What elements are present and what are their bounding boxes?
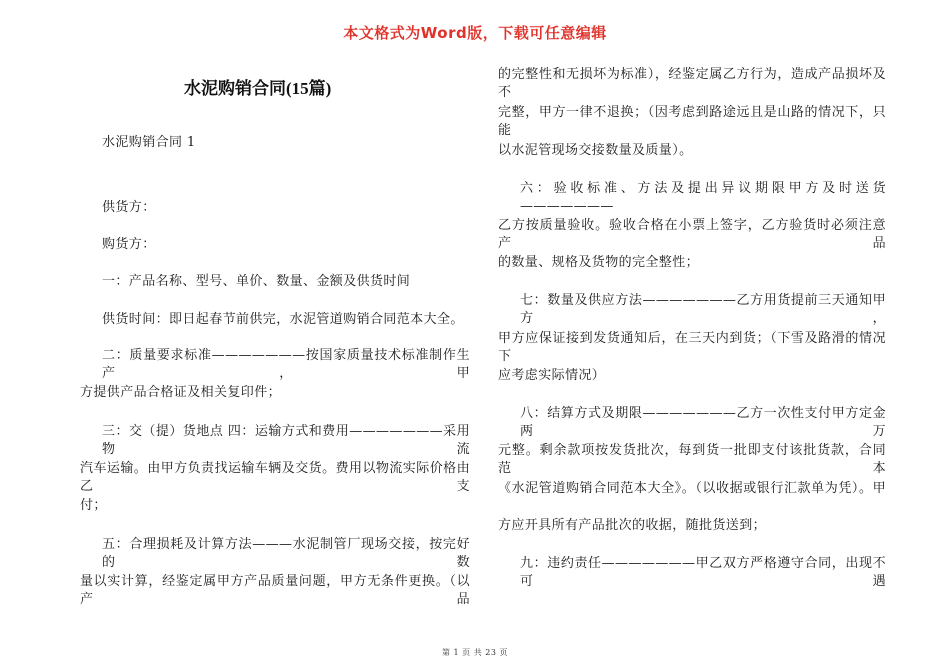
paragraph-line: 的数量、规格及货物的完全整性； (498, 255, 700, 270)
paragraph-line: 八：结算方式及期限———————乙方一次性支付甲方定金两万 (520, 406, 886, 439)
paragraph-line: 一：产品名称、型号、单价、数量、金额及供货时间 (102, 274, 411, 289)
paragraph-line: 乙方按质量验收。验收合格在小票上签字，乙方验货时必须注意产品 (498, 218, 886, 251)
paragraph-line: 九：违约责任———————甲乙双方严格遵守合同，出现不可遇 (520, 556, 886, 589)
download-banner: 本文格式为Word版，下载可任意编辑 (343, 24, 607, 42)
paragraph-line: 量以实计算，经鉴定属甲方产品质量问题，甲方无条件更换。（以产品 (80, 574, 470, 607)
paragraph-line: 以水泥管现场交接数量及质量）。 (498, 143, 693, 158)
paragraph-line: 的完整性和无损坏为标准），经鉴定属乙方行为，造成产品损坏及不 (498, 67, 886, 100)
paragraph-line: 方提供产品合格证及相关复印件； (80, 385, 282, 400)
paragraph-line: 应考虑实际情况） (498, 368, 606, 383)
paragraph-line: 七：数量及供应方法———————乙方用货提前三天通知甲方， (520, 293, 886, 326)
paragraph-line: 五：合理损耗及计算方法———水泥制管厂现场交接，按完好的数 (102, 537, 470, 570)
paragraph-line: 汽车运输。由甲方负责找运输车辆及交货。费用以物流实际价格由乙支 (80, 461, 470, 494)
document-title: 水泥购销合同(15篇) (184, 79, 332, 98)
paragraph-line: 元整。剩余款项按发货批次，每到货一批即支付该批货款，合同范本 (498, 443, 886, 476)
paragraph-line: 购货方： (102, 237, 156, 252)
paragraph-line: 三：交（提）货地点 四：运输方式和费用———————采用物流 (102, 424, 470, 457)
paragraph-line: 《水泥管道购销合同范本大全》。（以收据或银行汇款单为凭）。甲 (498, 481, 886, 496)
paragraph-line: 方应开具所有产品批次的收据，随批货送到； (498, 518, 767, 533)
paragraph-line: 甲方应保证接到发货通知后，在三天内到货；（下雪及路滑的情况下 (498, 331, 886, 364)
paragraph-line: 供货时间：即日起春节前供完，水泥管道购销合同范本大全。 (102, 312, 464, 327)
paragraph-line: 供货方： (102, 200, 156, 215)
paragraph-line: 付； (80, 498, 107, 513)
paragraph-line: 六：验收标准、方法及提出异议期限甲方及时送货——————— (520, 181, 886, 214)
paragraph-line: 二：质量要求标准———————按国家质量技术标准制作生产，甲 (102, 348, 470, 381)
page-number: 第 1 页 共 23 页 (442, 648, 508, 657)
paragraph-line: 水泥购销合同 1 (102, 135, 196, 150)
paragraph-line: 完整，甲方一律不退换；（因考虑到路途远且是山路的情况下，只能 (498, 105, 886, 138)
